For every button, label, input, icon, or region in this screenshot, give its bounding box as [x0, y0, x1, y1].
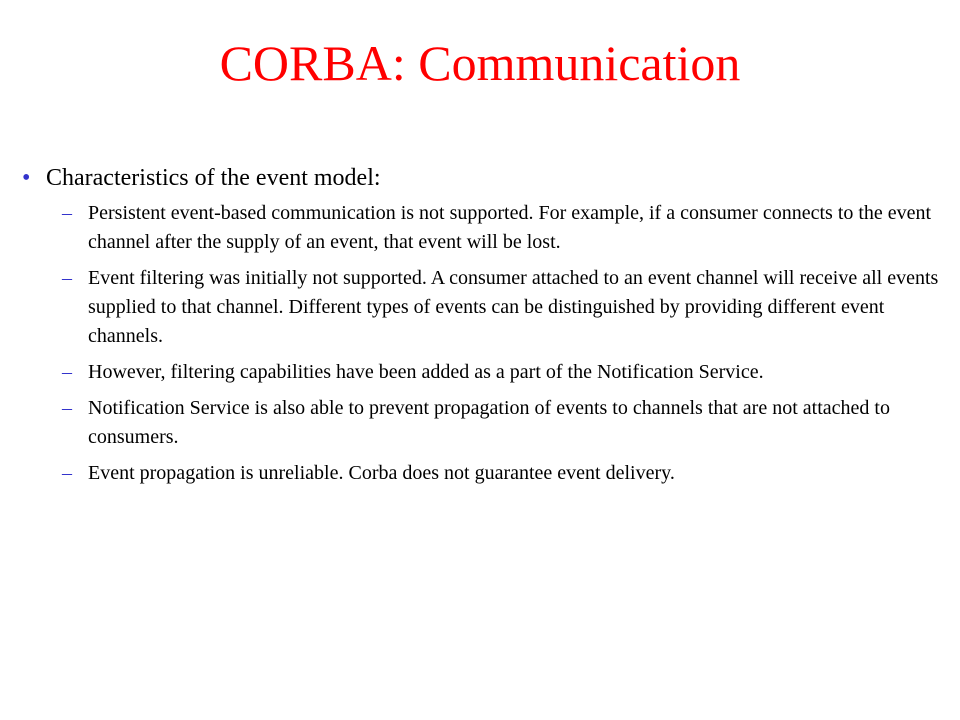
sub-bullet-text: Persistent event-based communication is not supported. For example, if a consumer connects to the event channel after the supply of an event, that event will be lost.	[88, 202, 932, 253]
sub-bullet-text: Event propagation is unreliable. Corba does not guarantee event delivery.	[88, 462, 675, 484]
dash-icon: –	[62, 202, 72, 224]
dash-icon: –	[62, 361, 72, 383]
sub-bullet-item	[0, 358, 960, 387]
main-bullet	[0, 158, 960, 198]
sub-bullet-text: Notification Service is also able to prevent propagation of events to channels that are not attached to consumers.	[88, 397, 890, 448]
dash-icon: –	[62, 462, 72, 484]
sub-bullet-list	[0, 199, 960, 495]
sub-bullet-text: Event filtering was initially not supported. A consumer attached to an event channel will receive all events supplied to that channel. Different types of events can be distinguished by providing different event channels.	[88, 267, 939, 347]
bullet-icon: •	[22, 165, 31, 191]
main-bullet-text: Characteristics of the event model:	[46, 165, 381, 191]
slide-title: CORBA: Communication	[219, 35, 741, 91]
sub-bullet-item	[0, 459, 960, 488]
sub-bullet-item	[0, 264, 960, 351]
dash-icon: –	[62, 267, 72, 289]
dash-icon: –	[62, 397, 72, 419]
sub-bullet-text: However, filtering capabilities have been added as a part of the Notification Service.	[88, 361, 764, 383]
sub-bullet-item	[0, 199, 960, 257]
sub-bullet-item	[0, 394, 960, 452]
